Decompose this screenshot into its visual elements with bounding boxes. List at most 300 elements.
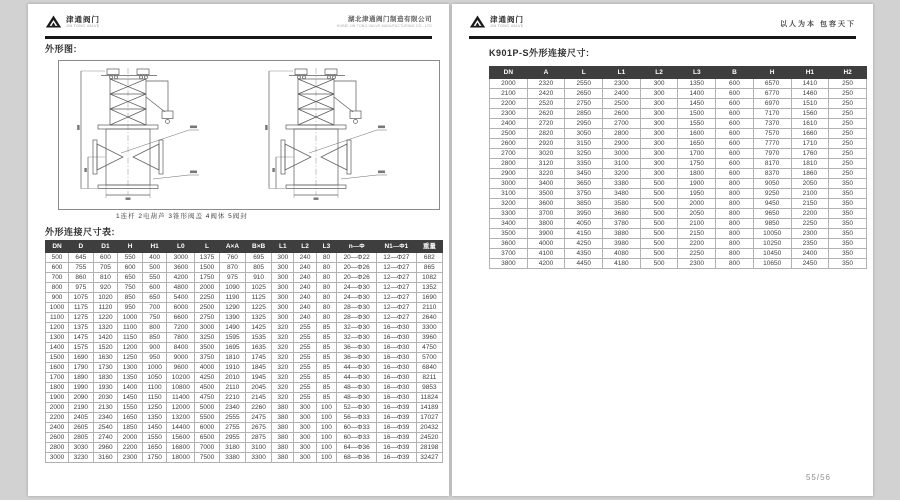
table-cell: 250 <box>829 169 867 179</box>
table-cell: 650 <box>118 273 143 283</box>
table-cell: 28198 <box>416 443 442 453</box>
drawing-parts-caption: 1连杆 2电葫芦 3锥形阀盖 4阀体 5阀封 <box>116 213 248 220</box>
table-cell: 1660 <box>791 129 829 139</box>
table-cell: 2110 <box>219 383 245 393</box>
table-cell: 700 <box>46 273 69 283</box>
page-number: 55/56 <box>805 473 831 482</box>
table-cell: 250 <box>829 119 867 129</box>
table-cell: 2300 <box>490 109 528 119</box>
table-cell: 300 <box>294 403 316 413</box>
table-cell: 950 <box>142 353 167 363</box>
table-cell: 1890 <box>69 373 94 383</box>
table-cell: 1120 <box>93 303 118 313</box>
table-cell: 1200 <box>118 343 143 353</box>
column-header: L2 <box>294 241 316 253</box>
table-cell: 2050 <box>791 179 829 189</box>
table-cell: 2110 <box>416 303 442 313</box>
table-cell: 1930 <box>93 383 118 393</box>
table-cell: 6570 <box>753 79 791 89</box>
table-cell: 4200 <box>527 259 565 269</box>
table-cell: 32427 <box>416 453 442 463</box>
table-cell: 4050 <box>565 219 603 229</box>
table-cell: 2605 <box>69 423 94 433</box>
table-cell: 4180 <box>603 259 641 269</box>
table-row <box>46 383 443 393</box>
table-cell: 1100 <box>46 313 69 323</box>
table-cell: 60—Φ33 <box>337 423 377 433</box>
table-cell: 500 <box>640 239 678 249</box>
table-cell: 1945 <box>246 373 272 383</box>
table-cell: 1700 <box>46 373 69 383</box>
table-cell: 3000 <box>195 323 220 333</box>
table-cell: 1175 <box>69 303 94 313</box>
table-cell: 8370 <box>753 169 791 179</box>
table-cell: 705 <box>93 263 118 273</box>
table-cell: 300 <box>272 273 294 283</box>
table-cell: 6840 <box>416 363 442 373</box>
table-cell: 600 <box>46 263 69 273</box>
table-cell: 2550 <box>565 79 603 89</box>
table-cell: 1460 <box>791 89 829 99</box>
table-cell: 255 <box>294 373 316 383</box>
table-cell: 250 <box>829 79 867 89</box>
brand-subtitle: JIN TONG VALVE <box>490 23 524 28</box>
table-cell: 1325 <box>246 313 272 323</box>
table-cell: 255 <box>294 393 316 403</box>
table-cell: 16—Φ39 <box>376 453 416 463</box>
page-header <box>45 14 432 34</box>
table-cell: 1090 <box>219 283 245 293</box>
table-cell: 3250 <box>565 149 603 159</box>
table-row <box>490 219 867 229</box>
table-row <box>46 373 443 383</box>
table-cell: 1250 <box>142 403 167 413</box>
table-row <box>46 273 443 283</box>
catalog-page-left <box>28 4 449 496</box>
header-divider <box>45 36 432 39</box>
table-cell: 2700 <box>490 149 528 159</box>
table-cell: 85 <box>316 333 337 343</box>
table-cell: 250 <box>829 129 867 139</box>
table-cell: 85 <box>316 353 337 363</box>
table-cell: 3500 <box>490 229 528 239</box>
table-cell: 1710 <box>791 139 829 149</box>
table-cell: 20—Φ26 <box>337 273 377 283</box>
table-row <box>46 433 443 443</box>
table-cell: 3380 <box>603 179 641 189</box>
table-cell: 12—Φ27 <box>376 293 416 303</box>
table-cell: 255 <box>294 343 316 353</box>
table-cell: 80 <box>316 273 337 283</box>
table-cell: 500 <box>640 179 678 189</box>
column-header: H <box>753 67 791 79</box>
table-cell: 3750 <box>565 189 603 199</box>
table-cell: 2650 <box>565 89 603 99</box>
table-cell: 300 <box>640 99 678 109</box>
column-header: A×A <box>219 241 245 253</box>
table-cell: 6000 <box>167 303 195 313</box>
table-cell: 6000 <box>195 423 220 433</box>
table-cell: 1690 <box>416 293 442 303</box>
table-cell: 1275 <box>69 313 94 323</box>
table-cell: 1200 <box>46 323 69 333</box>
table-cell: 1900 <box>678 179 716 189</box>
model-table-title: K901P-S外形连接尺寸: <box>489 48 590 58</box>
table-cell: 2130 <box>93 403 118 413</box>
column-header: 重量 <box>416 241 442 253</box>
table-cell: 1810 <box>219 353 245 363</box>
table-cell: 1290 <box>219 303 245 313</box>
table-cell: 28—Φ30 <box>337 303 377 313</box>
table-row <box>490 169 867 179</box>
table-cell: 1375 <box>195 253 220 263</box>
table-row <box>46 263 443 273</box>
table-cell: 80 <box>316 263 337 273</box>
table-cell: 1630 <box>93 353 118 363</box>
table-cell: 3230 <box>69 453 94 463</box>
table-cell: 2400 <box>490 119 528 129</box>
table-cell: 1535 <box>246 333 272 343</box>
table-cell: 1750 <box>678 159 716 169</box>
column-header: L <box>565 67 603 79</box>
table-cell: 36—Φ30 <box>337 343 377 353</box>
table-cell: 1910 <box>219 363 245 373</box>
table-cell: 3160 <box>93 453 118 463</box>
table-cell: 255 <box>294 323 316 333</box>
table-cell: 500 <box>640 209 678 219</box>
table-cell: 1075 <box>69 293 94 303</box>
table-cell: 320 <box>272 373 294 383</box>
table-cell: 3120 <box>527 159 565 169</box>
table-cell: 2200 <box>46 413 69 423</box>
table-cell: 975 <box>69 283 94 293</box>
table-cell: 2405 <box>69 413 94 423</box>
table-cell: 1350 <box>678 79 716 89</box>
table-cell: 1750 <box>195 273 220 283</box>
brand-text <box>66 16 100 28</box>
table-cell: 600 <box>716 79 754 89</box>
table-cell: 3150 <box>565 139 603 149</box>
table-cell: 2145 <box>246 393 272 403</box>
table-cell: 2045 <box>246 383 272 393</box>
table-cell: 3500 <box>195 343 220 353</box>
table-cell: 1125 <box>246 293 272 303</box>
table-cell: 3200 <box>603 169 641 179</box>
table-cell: 16—Φ39 <box>376 413 416 423</box>
table-cell: 300 <box>272 253 294 263</box>
table-cell: 2260 <box>246 403 272 413</box>
table-cell: 600 <box>93 253 118 263</box>
table-cell: 755 <box>69 263 94 273</box>
table-row <box>46 363 443 373</box>
table-cell: 2150 <box>791 199 829 209</box>
table-cell: 860 <box>69 273 94 283</box>
table-cell: 650 <box>142 293 167 303</box>
table-cell: 600 <box>716 99 754 109</box>
table-cell: 240 <box>294 273 316 283</box>
table-cell: 3600 <box>167 263 195 273</box>
table-cell: 4200 <box>167 273 195 283</box>
table-cell: 9050 <box>753 179 791 189</box>
table-cell: 320 <box>272 323 294 333</box>
table-cell: 910 <box>246 273 272 283</box>
table-cell: 250 <box>829 109 867 119</box>
column-header: B <box>716 67 754 79</box>
table-cell: 950 <box>118 303 143 313</box>
table-cell: 2640 <box>416 313 442 323</box>
table-cell: 1600 <box>46 363 69 373</box>
table-cell: 1350 <box>118 373 143 383</box>
table-cell: 32—Φ30 <box>337 323 377 333</box>
table-cell: 2200 <box>678 239 716 249</box>
table-cell: 16—Φ30 <box>376 343 416 353</box>
table-cell: 500 <box>640 199 678 209</box>
table-cell: 2250 <box>791 219 829 229</box>
column-header: N1—Φ1 <box>376 241 416 253</box>
table-cell: 1450 <box>118 393 143 403</box>
company-name: 湖北津通阀门制造有限公司 <box>348 16 432 23</box>
table-cell: 1500 <box>195 263 220 273</box>
table-cell: 7170 <box>753 109 791 119</box>
table-cell: 85 <box>316 383 337 393</box>
table-cell: 12000 <box>167 403 195 413</box>
table-cell: 350 <box>829 219 867 229</box>
table-cell: 2920 <box>527 139 565 149</box>
table-cell: 300 <box>640 89 678 99</box>
table-cell: 2300 <box>118 453 143 463</box>
table-row <box>490 99 867 109</box>
table-cell: 1225 <box>246 303 272 313</box>
column-header: L0 <box>167 241 195 253</box>
table-cell: 85 <box>316 343 337 353</box>
outline-drawing-figure <box>58 60 440 210</box>
table-cell: 2740 <box>93 433 118 443</box>
table-cell: 1000 <box>46 303 69 313</box>
table-cell: 2400 <box>603 89 641 99</box>
table-cell: 80 <box>316 293 337 303</box>
page-header <box>469 14 856 34</box>
table-cell: 2200 <box>118 443 143 453</box>
table-cell: 4800 <box>167 283 195 293</box>
table-row <box>490 159 867 169</box>
table-cell: 2750 <box>565 99 603 109</box>
table-cell: 3300 <box>416 323 442 333</box>
table-cell: 300 <box>272 293 294 303</box>
table-cell: 1000 <box>142 363 167 373</box>
table-cell: 2000 <box>118 433 143 443</box>
table-cell: 2450 <box>791 259 829 269</box>
table-cell: 2620 <box>527 109 565 119</box>
table-cell: 2475 <box>246 413 272 423</box>
table-cell: 250 <box>829 89 867 99</box>
table-cell: 12—Φ27 <box>376 283 416 293</box>
table-cell: 1420 <box>93 333 118 343</box>
table-cell: 3450 <box>565 169 603 179</box>
table-cell: 1475 <box>69 333 94 343</box>
table-cell: 1695 <box>219 343 245 353</box>
table-cell: 52—Φ30 <box>337 403 377 413</box>
table-cell: 320 <box>272 383 294 393</box>
table-cell: 800 <box>716 219 754 229</box>
table-cell: 800 <box>46 283 69 293</box>
table-cell: 1150 <box>142 393 167 403</box>
table-cell: 9600 <box>167 363 195 373</box>
table-cell: 975 <box>219 273 245 283</box>
table-cell: 682 <box>416 253 442 263</box>
table-cell: 9850 <box>753 219 791 229</box>
table-cell: 500 <box>640 219 678 229</box>
table-cell: 100 <box>316 403 337 413</box>
table-row <box>46 333 443 343</box>
table-cell: 3400 <box>490 219 528 229</box>
table-cell: 350 <box>829 199 867 209</box>
table-cell: 11824 <box>416 393 442 403</box>
table-row <box>490 149 867 159</box>
table-cell: 3300 <box>246 453 272 463</box>
table-cell: 2800 <box>490 159 528 169</box>
valve-outline-drawing <box>59 61 437 207</box>
table-cell: 2755 <box>219 423 245 433</box>
table-cell: 1300 <box>118 363 143 373</box>
table-cell: 500 <box>142 263 167 273</box>
table-cell: 250 <box>829 159 867 169</box>
table-row <box>490 229 867 239</box>
table-cell: 500 <box>46 253 69 263</box>
column-header: L2 <box>640 67 678 79</box>
table-cell: 56—Φ33 <box>337 413 377 423</box>
table-cell: 500 <box>640 259 678 269</box>
table-cell: 1250 <box>118 353 143 363</box>
table-cell: 7500 <box>195 453 220 463</box>
table-row <box>46 413 443 423</box>
table-cell: 800 <box>716 249 754 259</box>
table-cell: 100 <box>316 423 337 433</box>
table-cell: 3680 <box>603 209 641 219</box>
table-cell: 4350 <box>565 249 603 259</box>
table-cell: 1520 <box>93 343 118 353</box>
table-cell: 255 <box>294 363 316 373</box>
table-cell: 10800 <box>167 383 195 393</box>
table-cell: 10050 <box>753 229 791 239</box>
table-cell: 3300 <box>490 209 528 219</box>
column-header: DN <box>46 241 69 253</box>
table-cell: 645 <box>69 253 94 263</box>
table-row <box>490 139 867 149</box>
table-cell: 11400 <box>167 393 195 403</box>
table-row <box>46 353 443 363</box>
table-cell: 5700 <box>416 353 442 363</box>
table-cell: 1220 <box>93 313 118 323</box>
table-cell: 7770 <box>753 139 791 149</box>
table-cell: 64—Φ36 <box>337 443 377 453</box>
column-header: B×B <box>246 241 272 253</box>
table-cell: 800 <box>716 189 754 199</box>
table-cell: 1730 <box>93 363 118 373</box>
table-cell: 3000 <box>46 453 69 463</box>
table-cell: 300 <box>294 453 316 463</box>
table-cell: 350 <box>829 249 867 259</box>
table-cell: 4750 <box>416 343 442 353</box>
table-row <box>46 393 443 403</box>
table-cell: 2340 <box>93 413 118 423</box>
table-cell: 300 <box>272 283 294 293</box>
table-cell: 3980 <box>603 239 641 249</box>
table-cell: 2675 <box>246 423 272 433</box>
company-block <box>337 16 432 29</box>
table-cell: 2900 <box>490 169 528 179</box>
column-header: H2 <box>829 67 867 79</box>
table-cell: 3380 <box>219 453 245 463</box>
table-cell: 300 <box>294 423 316 433</box>
table-cell: 1600 <box>678 129 716 139</box>
table-cell: 3100 <box>603 159 641 169</box>
table-row <box>46 323 443 333</box>
table-cell: 850 <box>118 293 143 303</box>
table-cell: 3350 <box>565 159 603 169</box>
table-cell: 7570 <box>753 129 791 139</box>
table-cell: 2000 <box>46 403 69 413</box>
table-cell: 16—Φ30 <box>376 363 416 373</box>
table-cell: 80 <box>316 253 337 263</box>
table-cell: 300 <box>640 169 678 179</box>
table-cell: 2720 <box>527 119 565 129</box>
table-cell: 2150 <box>678 229 716 239</box>
table-cell: 85 <box>316 373 337 383</box>
table-row <box>46 293 443 303</box>
table-cell: 1500 <box>678 109 716 119</box>
table-cell: 1320 <box>93 323 118 333</box>
table-cell: 4450 <box>565 259 603 269</box>
table-cell: 8400 <box>167 343 195 353</box>
table-cell: 6970 <box>753 99 791 109</box>
table-cell: 870 <box>219 263 245 273</box>
table-cell: 1830 <box>93 373 118 383</box>
table-cell: 60—Φ33 <box>337 433 377 443</box>
table-cell: 85 <box>316 323 337 333</box>
table-cell: 100 <box>316 453 337 463</box>
table-cell: 300 <box>640 79 678 89</box>
table-cell: 2700 <box>603 119 641 129</box>
table-row <box>490 239 867 249</box>
table-cell: 380 <box>272 403 294 413</box>
table-cell: 48—Φ30 <box>337 393 377 403</box>
table-cell: 2850 <box>565 109 603 119</box>
table-cell: 800 <box>716 179 754 189</box>
table-cell: 380 <box>272 443 294 453</box>
table-cell: 80 <box>316 283 337 293</box>
header-divider <box>469 36 856 39</box>
table-cell: 250 <box>829 139 867 149</box>
table-cell: 350 <box>829 189 867 199</box>
table-cell: 1595 <box>219 333 245 343</box>
table-cell: 2420 <box>527 89 565 99</box>
table-cell: 240 <box>294 283 316 293</box>
table-cell: 380 <box>272 413 294 423</box>
table-cell: 550 <box>142 273 167 283</box>
table-cell: 600 <box>716 89 754 99</box>
table-cell: 800 <box>716 199 754 209</box>
table-cell: 2955 <box>219 433 245 443</box>
table-cell: 1650 <box>142 443 167 453</box>
table-cell: 1690 <box>69 353 94 363</box>
table-cell: 2500 <box>490 129 528 139</box>
table-cell: 3750 <box>195 353 220 363</box>
column-header: L3 <box>678 67 716 79</box>
table-row <box>46 313 443 323</box>
table-cell: 240 <box>294 303 316 313</box>
table-cell: 2540 <box>93 423 118 433</box>
table-cell: 12—Φ27 <box>376 273 416 283</box>
